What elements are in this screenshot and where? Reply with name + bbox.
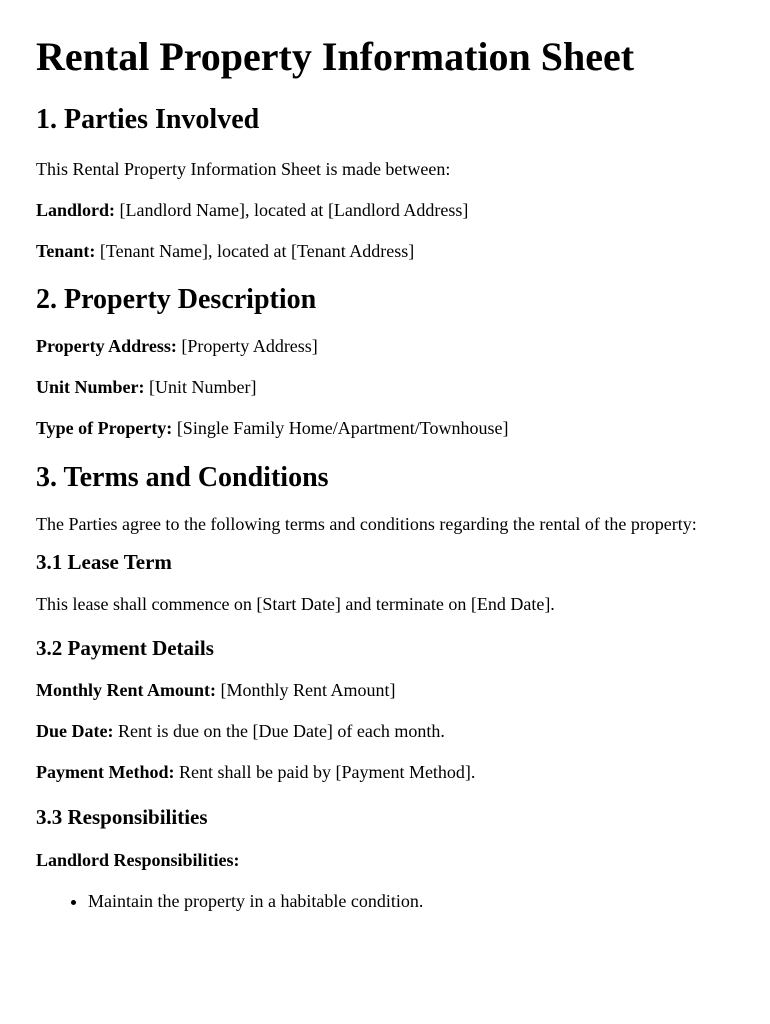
landlord-responsibilities-label-text: Landlord Responsibilities:: [36, 850, 240, 870]
payment-method-line: [36, 762, 734, 783]
subsection-heading-payment-details: 3.2 Payment Details: [36, 636, 214, 660]
tenant-value: [Tenant Name], located at [Tenant Address]: [95, 241, 415, 261]
subsection-heading-lease-term: 3.1 Lease Term: [36, 550, 172, 574]
property-type-label: Type of Property:: [36, 418, 173, 438]
landlord-label: Landlord:: [36, 200, 116, 220]
parties-intro: This Rental Property Information Sheet is made between:: [36, 159, 451, 179]
due-date-value: Rent is due on the [Due Date] of each month.: [113, 721, 445, 741]
terms-intro: The Parties agree to the following terms and conditions regarding the rental of the property:: [36, 514, 697, 534]
list-item: • Maintain the property in a habitable condition.: [88, 891, 734, 912]
tenant-line: [36, 241, 734, 262]
landlord-value: [Landlord Name], located at [Landlord Address]: [115, 200, 469, 220]
monthly-rent-line: [36, 680, 734, 701]
document-title: Rental Property Information Sheet: [36, 34, 635, 79]
section-heading-property: 2. Property Description: [36, 284, 317, 315]
due-date-line: [36, 721, 734, 742]
payment-method-label: Payment Method:: [36, 762, 175, 782]
property-address-label: Property Address:: [36, 336, 177, 356]
tenant-label: Tenant:: [36, 241, 96, 261]
landlord-responsibilities-list: [36, 891, 734, 912]
property-address-value: [Property Address]: [176, 336, 318, 356]
monthly-rent-value: [Monthly Rent Amount]: [216, 680, 396, 700]
property-type-value: [Single Family Home/Apartment/Townhouse]: [172, 418, 509, 438]
landlord-line: [36, 200, 734, 221]
property-address-line: [36, 336, 734, 357]
unit-number-line: [36, 377, 734, 398]
payment-method-value: Rent shall be paid by [Payment Method].: [174, 762, 476, 782]
section-heading-terms: 3. Terms and Conditions: [36, 462, 329, 493]
monthly-rent-label: Monthly Rent Amount:: [36, 680, 217, 700]
subsection-heading-responsibilities: 3.3 Responsibilities: [36, 805, 208, 829]
unit-number-label: Unit Number:: [36, 377, 145, 397]
property-type-line: [36, 418, 734, 439]
lease-term-text: This lease shall commence on [Start Date] and terminate on [End Date].: [36, 594, 555, 614]
due-date-label: Due Date:: [36, 721, 114, 741]
section-heading-parties: 1. Parties Involved: [36, 104, 260, 135]
landlord-responsibilities-label: [36, 850, 734, 871]
unit-number-value: [Unit Number]: [144, 377, 257, 397]
